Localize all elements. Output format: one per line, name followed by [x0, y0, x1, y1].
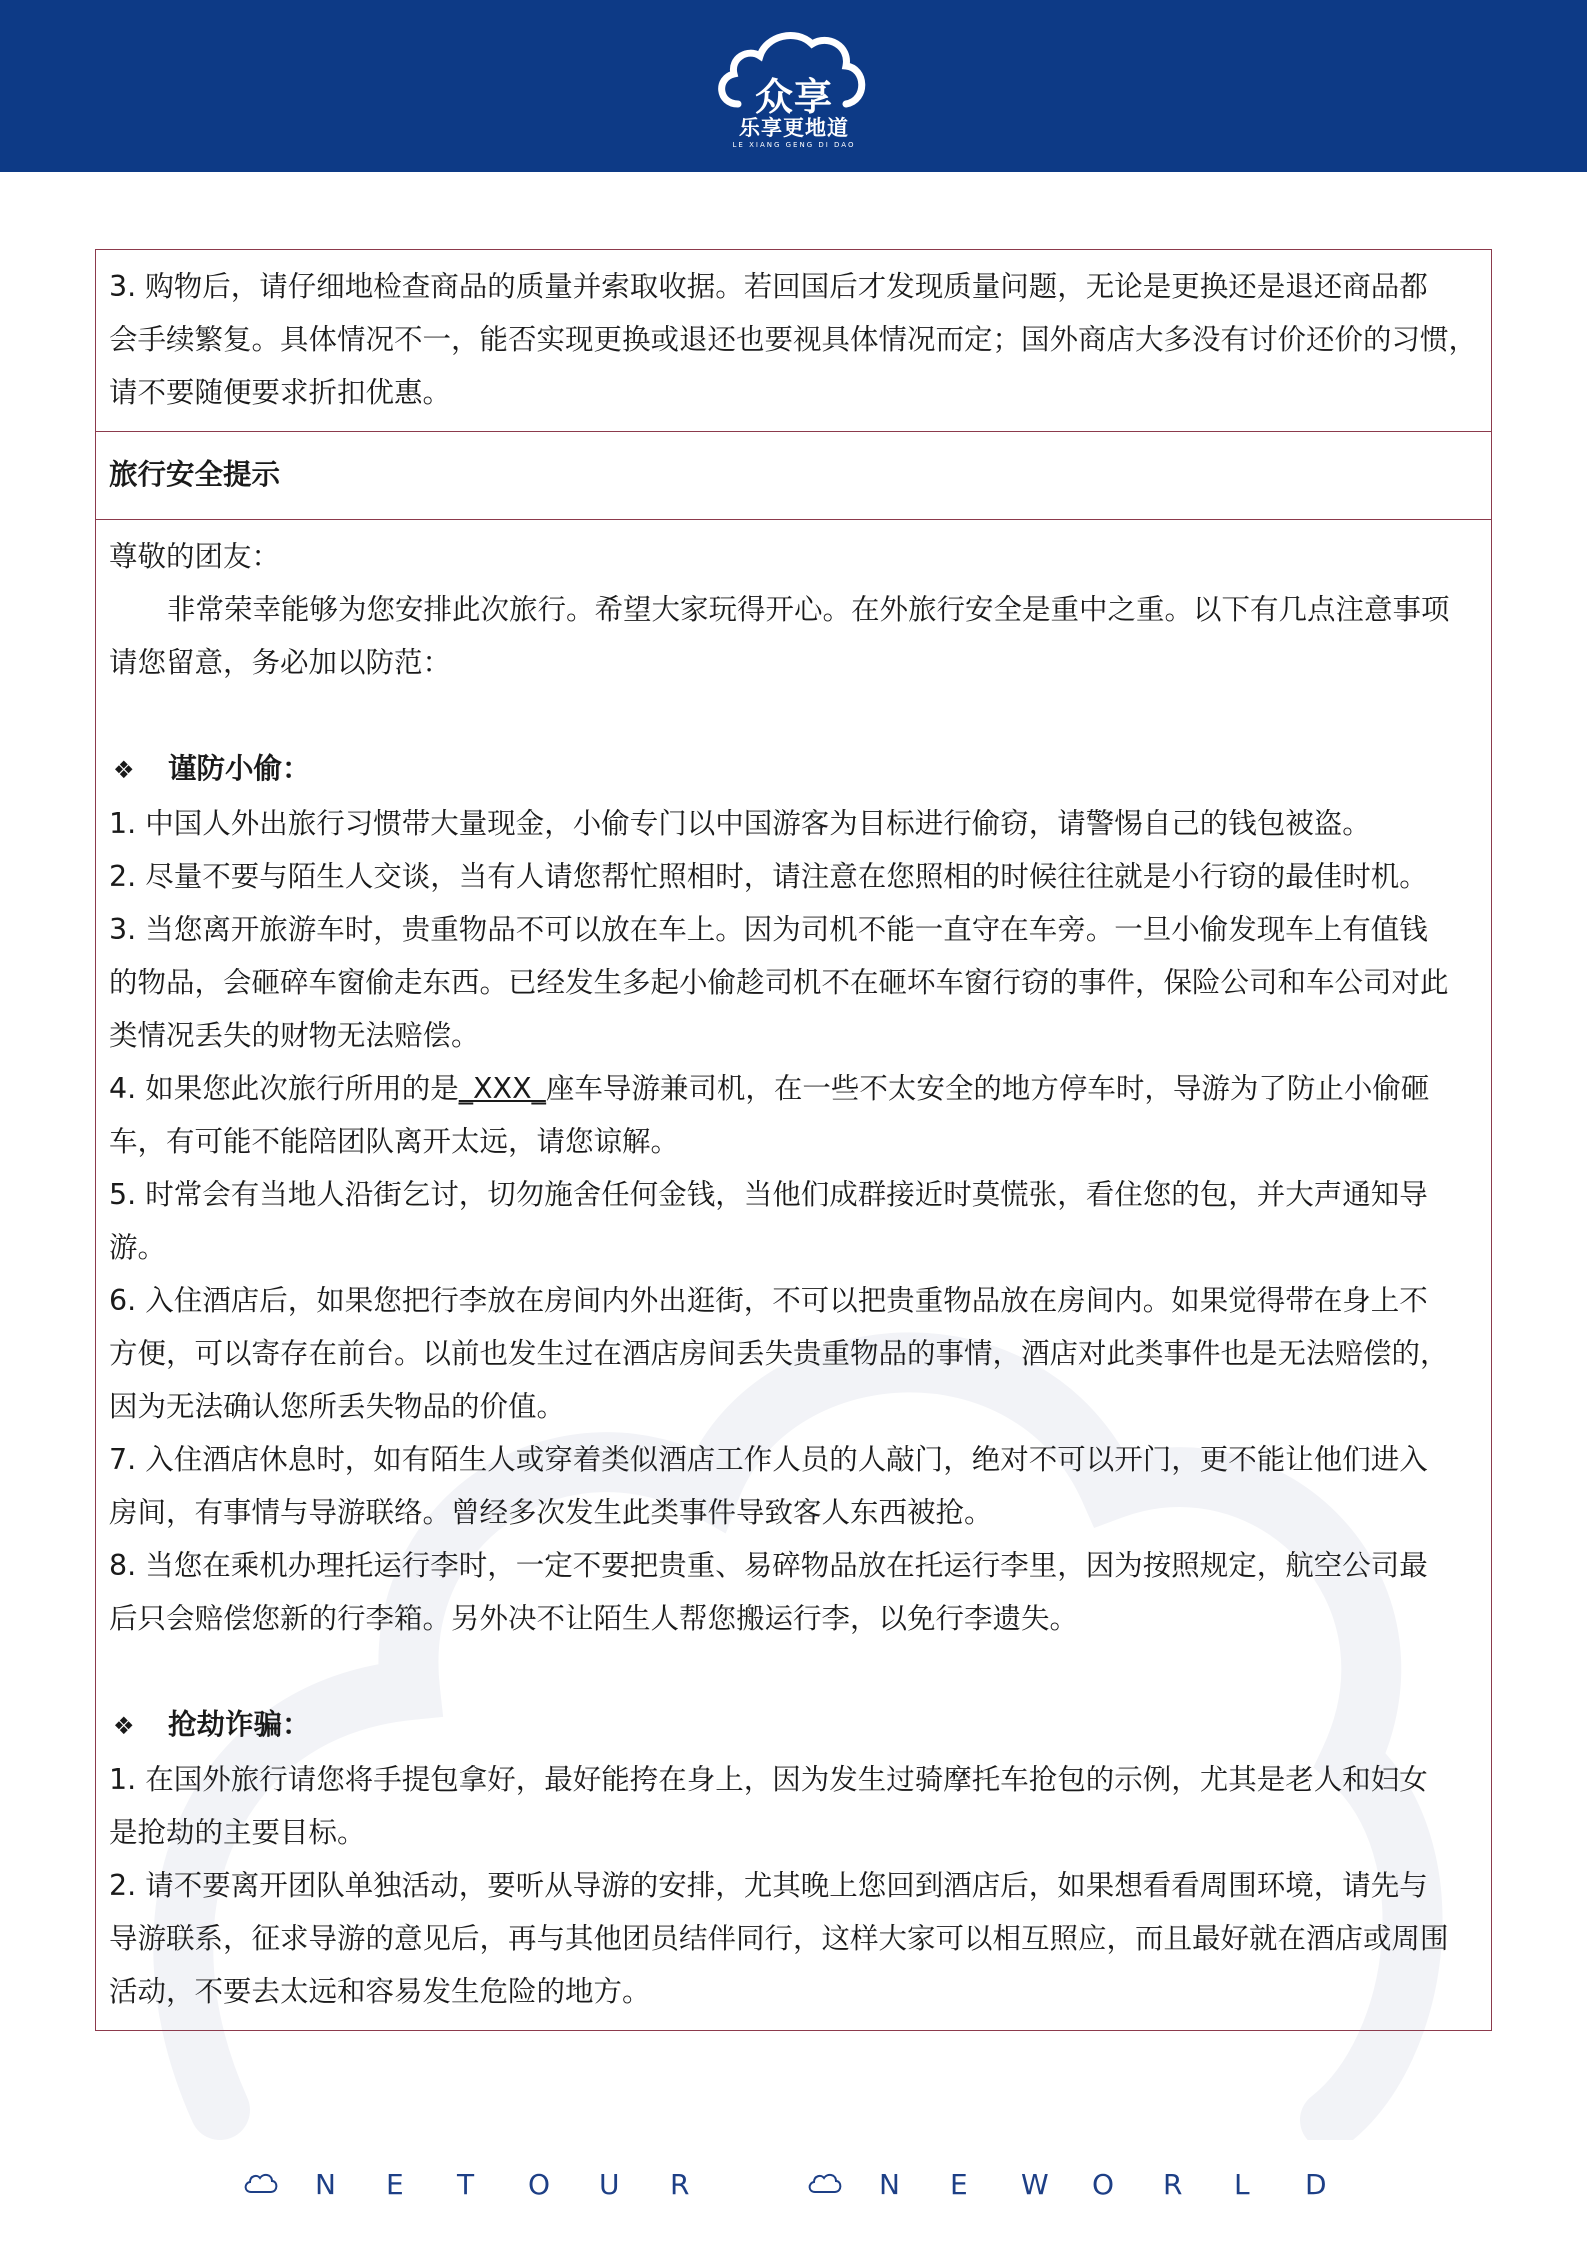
theft-heading	[109, 742, 1479, 797]
theft-item-8-line: 8. 当您在乘机办理托运行李时，一定不要把贵重、易碎物品放在托运行李里，因为按照规定，航空公司最	[109, 1549, 1428, 1582]
theft-item-1: 1. 中国人外出旅行习惯带大量现金，小偷专门以中国游客为目标进行偷窃，请警惕自己的钱包被盗。	[109, 807, 1371, 840]
footer-letter: O	[1092, 2167, 1115, 2201]
footer-letter: W	[1021, 2167, 1049, 2201]
theft-item-7-line: 房间，有事情与导游联络。曾经多次发生此类事件导致客人东西被抢。	[109, 1496, 993, 1529]
theft-item-2: 2. 尽量不要与陌生人交谈，当有人请您帮忙照相时，请注意在您照相的时候往往就是小行窃的最佳时机。	[109, 860, 1428, 893]
footer-letter: R	[1163, 2167, 1183, 2201]
theft-item-3-line: 类情况丢失的财物无法赔偿。	[109, 1019, 480, 1052]
theft-item-4-line	[109, 1062, 1479, 1115]
theft-title: 谨防小偷：	[168, 752, 311, 785]
diamond-bullet-icon: ❖	[113, 756, 135, 784]
footer-letter: E	[386, 2167, 404, 2201]
robbery-item-2-line: 导游联系，征求导游的意见后，再与其他团员结伴同行，这样大家可以相互照应，而且最好就在酒店或周围	[109, 1922, 1449, 1955]
content-table	[95, 249, 1492, 2031]
brand-logo	[712, 22, 876, 152]
shopping-tip-cell	[96, 250, 1491, 431]
theft-item-4-suffix: 座车导游兼司机，在一些不太安全的地方停车时，导游为了防止小偷砸	[545, 1072, 1430, 1105]
safety-tips-cell	[96, 519, 1491, 2030]
intro-line: 非常荣幸能够为您安排此次旅行。希望大家玩得开心。在外旅行安全是重中之重。以下有几点注意事项	[167, 593, 1450, 626]
vehicle-seats-field: _XXX_	[458, 1072, 546, 1105]
footer-letter: O	[528, 2167, 551, 2201]
cloud-icon	[243, 2164, 315, 2204]
theft-item-7-line: 7. 入住酒店休息时，如有陌生人或穿着类似酒店工作人员的人敲门，绝对不可以开门，更不能让他们进入	[109, 1443, 1428, 1476]
robbery-item-1-line: 1. 在国外旅行请您将手提包拿好，最好能挎在身上，因为发生过骑摩托车抢包的示例，尤其是老人和妇女	[109, 1763, 1428, 1796]
footer-slogan	[0, 2164, 1587, 2204]
theft-item-4-line: 车，有可能不能陪团队离开太远，请您谅解。	[109, 1125, 680, 1158]
footer-letter: R	[670, 2167, 690, 2201]
theft-item-8-line: 后只会赔偿您新的行李箱。另外决不让陌生人帮您搬运行李，以免行李遗失。	[109, 1602, 1079, 1635]
shopping-tip-line: 3. 购物后，请仔细地检查商品的质量并索取收据。若回国后才发现质量问题，无论是更换还是退还商品都	[109, 270, 1428, 303]
footer-letter: L	[1234, 2167, 1250, 2201]
theft-item-6-line: 6. 入住酒店后，如果您把行李放在房间内外出逛街，不可以把贵重物品放在房间内。如果觉得带在身上不	[109, 1284, 1428, 1317]
logo-main-text: 众享	[754, 75, 833, 119]
footer-letter: N	[879, 2167, 900, 2201]
greeting: 尊敬的团友：	[109, 540, 281, 573]
footer-netour	[243, 2164, 741, 2204]
footer-letter: T	[457, 2167, 475, 2201]
shopping-tip-line: 会手续繁复。具体情况不一，能否实现更换或退还也要视具体情况而定；国外商店大多没有讨价还价的习惯，	[109, 323, 1478, 356]
robbery-title: 抢劫诈骗：	[168, 1708, 311, 1741]
theft-item-6-line: 因为无法确认您所丢失物品的价值。	[109, 1390, 566, 1423]
theft-item-3-line: 的物品，会砸碎车窗偷走东西。已经发生多起小偷趁司机不在砸坏车窗行窃的事件，保险公司和车公司对此	[109, 966, 1449, 999]
logo-slogan: 乐享更地道	[739, 116, 849, 140]
footer-newworld	[807, 2164, 1376, 2204]
robbery-heading	[109, 1698, 1479, 1753]
theft-item-5-line: 5. 时常会有当地人沿街乞讨，切勿施舍任何金钱，当他们成群接近时莫慌张，看住您的包，并大声通知导	[109, 1178, 1428, 1211]
section-title: 旅行安全提示	[109, 458, 281, 491]
intro-line: 请您留意，务必加以防范：	[109, 646, 452, 679]
theft-item-3-line: 3. 当您离开旅游车时，贵重物品不可以放在车上。因为司机不能一直守在车旁。一旦小偷发现车上有值钱	[109, 913, 1428, 946]
robbery-item-2-line: 2. 请不要离开团队单独活动，要听从导游的安排，尤其晚上您回到酒店后，如果想看看周围环境，请先与	[109, 1869, 1428, 1902]
section-title-cell	[96, 431, 1491, 519]
theft-item-4-prefix: 4. 如果您此次旅行所用的是	[109, 1072, 459, 1105]
theft-item-6-line: 方便，可以寄存在前台。以前也发生过在酒店房间丢失贵重物品的事情，酒店对此类事件也是无法赔偿的，	[109, 1337, 1449, 1370]
theft-item-5-line: 游。	[109, 1231, 167, 1264]
robbery-item-1-line: 是抢劫的主要目标。	[109, 1816, 366, 1849]
footer-letter: N	[315, 2167, 336, 2201]
robbery-item-2-line: 活动，不要去太远和容易发生危险的地方。	[109, 1975, 651, 2008]
header-banner	[0, 0, 1587, 172]
diamond-bullet-icon: ❖	[113, 1712, 135, 1740]
footer-letter: E	[950, 2167, 968, 2201]
logo-pinyin: LE XIANG GENG DI DAO	[732, 141, 856, 149]
footer-letter: D	[1305, 2167, 1327, 2201]
footer-letter: U	[599, 2167, 620, 2201]
cloud-icon	[807, 2164, 879, 2204]
shopping-tip-line: 请不要随便要求折扣优惠。	[109, 376, 452, 409]
